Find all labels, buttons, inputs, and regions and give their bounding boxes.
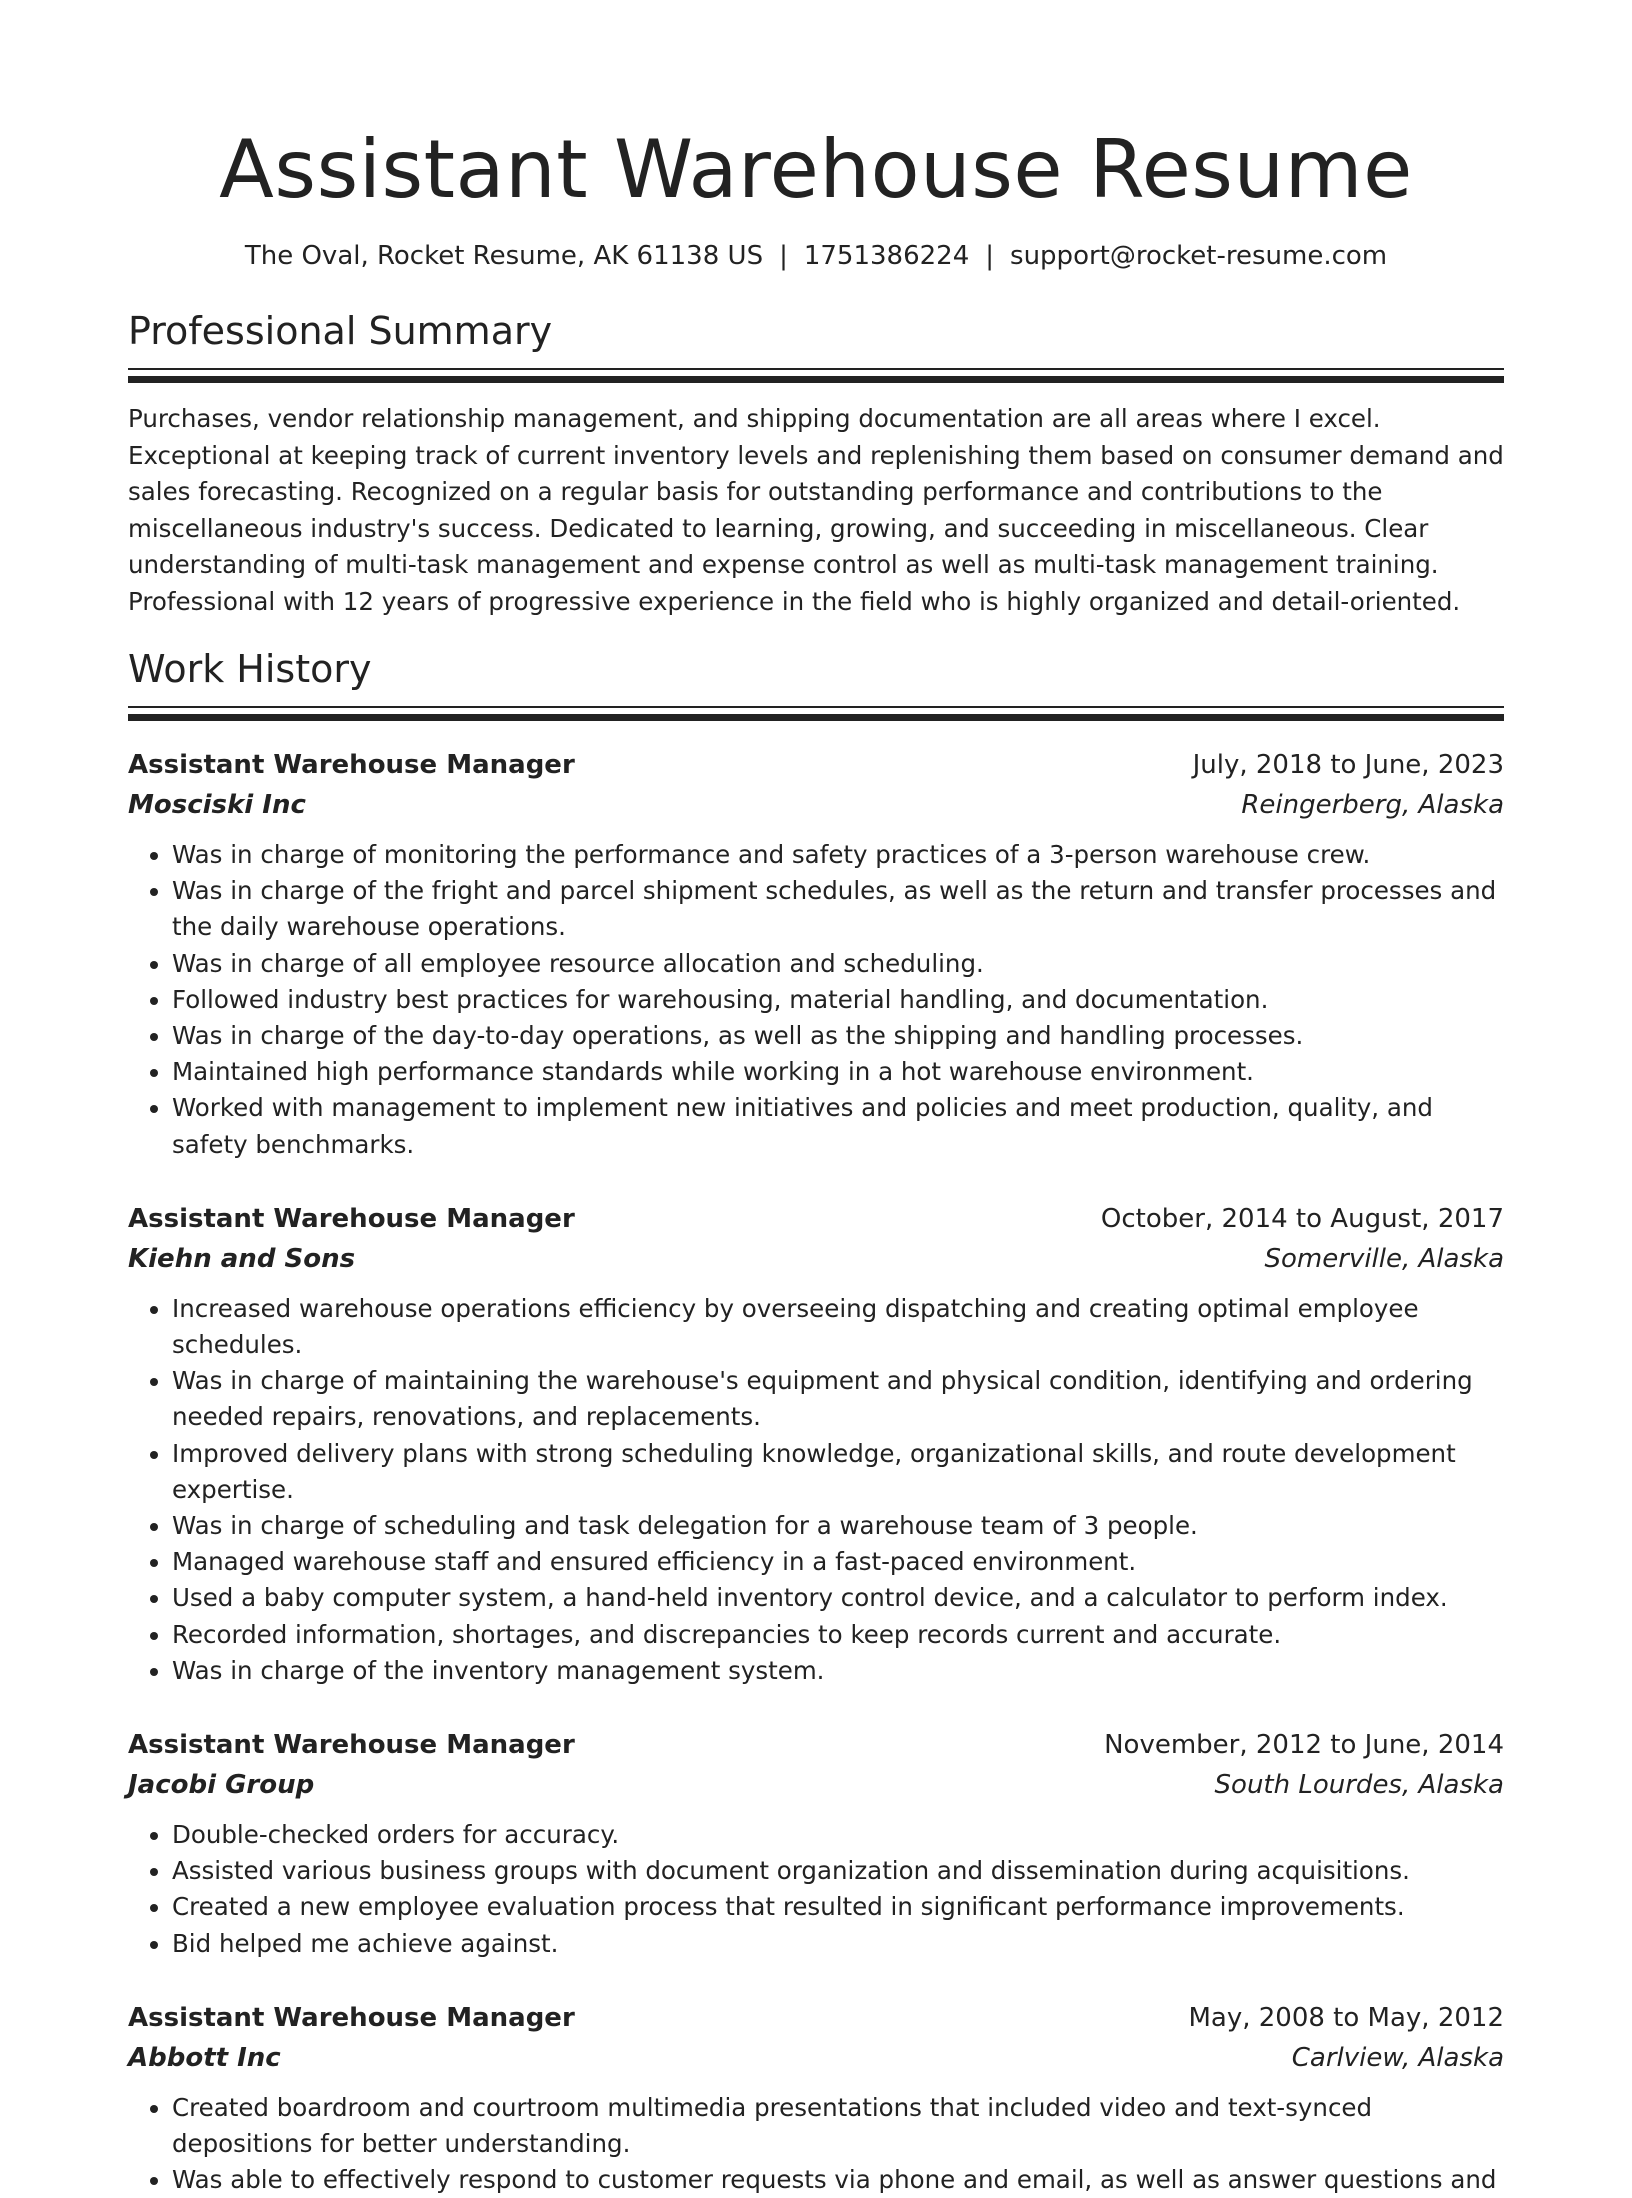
- job-company: Kiehn and Sons: [128, 1243, 356, 1274]
- job-bullet: • Bid helped me achieve against.: [172, 1926, 1504, 1962]
- contact-address: The Oval, Rocket Resume, AK 61138 US: [244, 241, 764, 271]
- job-bullet: • Was in charge of the inventory management system.: [172, 1653, 1504, 1689]
- job-location: Carlview, Alaska: [1291, 2042, 1504, 2073]
- contact-line: [128, 238, 1504, 274]
- job-bullet: • Assisted various business groups with document organization and dissemination during acquisitions.: [172, 1853, 1504, 1889]
- job-dates: November, 2012 to June, 2014: [1104, 1730, 1504, 1761]
- contact-separator: |: [985, 241, 995, 271]
- job-company-row: [128, 2038, 1504, 2078]
- job-company-row: [128, 1765, 1504, 1805]
- job-bullet: • Was in charge of scheduling and task delegation for a warehouse team of 3 people.: [172, 1508, 1504, 1544]
- job-dates: July, 2018 to June, 2023: [1192, 750, 1504, 780]
- job-bullet-list: [128, 1291, 1504, 1689]
- job-bullet: • Recorded information, shortages, and discrepancies to keep records current and accurate.: [172, 1617, 1504, 1653]
- job-title: Assistant Warehouse Manager: [128, 1203, 575, 1234]
- job-bullet-list: [128, 1817, 1504, 1962]
- job-bullet: • Used a baby computer system, a hand-held inventory control device, and a calculator to perform index.: [172, 1580, 1504, 1616]
- job-dates: May, 2008 to May, 2012: [1188, 2002, 1504, 2033]
- job-entry: [128, 745, 1504, 1163]
- section-divider: [128, 706, 1504, 721]
- section-divider: [128, 368, 1504, 383]
- job-bullet: • Improved delivery plans with strong scheduling knowledge, organizational skills, and route development expertise.: [172, 1436, 1504, 1508]
- job-bullet: • Was in charge of all employee resource allocation and scheduling.: [172, 946, 1504, 982]
- job-bullet: • Increased warehouse operations efficiency by overseeing dispatching and creating optimal employee schedules.: [172, 1291, 1504, 1363]
- job-location: Somerville, Alaska: [1264, 1243, 1504, 1274]
- job-bullet: • Created a new employee evaluation process that resulted in significant performance improvements.: [172, 1889, 1504, 1925]
- job-bullet: • Worked with management to implement new initiatives and policies and meet production, quality, and safety benchmarks.: [172, 1090, 1504, 1162]
- job-location: South Lourdes, Alaska: [1214, 1770, 1504, 1801]
- job-title: Assistant Warehouse Manager: [128, 750, 575, 780]
- job-header-row: [128, 1199, 1504, 1239]
- job-bullet: • Was in charge of monitoring the performance and safety practices of a 3-person warehouse crew.: [172, 837, 1504, 873]
- job-company: Abbott Inc: [128, 2042, 281, 2073]
- contact-phone: 1751386224: [803, 241, 970, 271]
- summary-text: Purchases, vendor relationship management, and shipping documentation are all areas where I excel. Exceptional at keeping track of current inventory levels and replenishing them based on consumer demand and sales forecasting. Recognized on a regular basis for outstanding performance and contributions to the miscellaneous industry's success. Dedicated to learning, growing, and succeeding in miscellaneous. Clear understanding of multi-task management and expense control as well as multi-task management training. Professional with 12 years of progressive experience in the field who is highly organized and detail-oriented.: [128, 404, 1504, 616]
- job-entry: [128, 1199, 1504, 1689]
- section-title-work-history: Work History: [128, 647, 372, 691]
- job-location: Reingerberg, Alaska: [1241, 790, 1504, 820]
- job-bullet: • Maintained high performance standards while working in a hot warehouse environment.: [172, 1054, 1504, 1090]
- job-bullet: • Was able to effectively respond to customer requests via phone and email, as well as answer questions and: [172, 2162, 1504, 2198]
- job-company: Jacobi Group: [128, 1770, 315, 1801]
- job-bullet: • Managed warehouse staff and ensured efficiency in a fast-paced environment.: [172, 1544, 1504, 1580]
- job-header-row: [128, 745, 1504, 785]
- section-title-summary: Professional Summary: [128, 309, 553, 353]
- job-company-row: [128, 1239, 1504, 1279]
- resume-title: Assistant Warehouse Resume: [219, 123, 1413, 216]
- job-bullet: • Was in charge of maintaining the warehouse's equipment and physical condition, identifying and ordering needed repairs, renovations, and replacements.: [172, 1363, 1504, 1435]
- job-title: Assistant Warehouse Manager: [128, 2002, 575, 2033]
- job-company-row: [128, 785, 1504, 825]
- job-header-row: [128, 1998, 1504, 2038]
- job-bullet-list: [128, 837, 1504, 1163]
- contact-email: support@rocket-resume.com: [1010, 241, 1388, 271]
- job-company: Mosciski Inc: [128, 790, 306, 820]
- resume-page: [128, 0, 1504, 2198]
- job-bullet: • Followed industry best practices for warehousing, material handling, and documentation.: [172, 982, 1504, 1018]
- job-bullet: • Was in charge of the day-to-day operations, as well as the shipping and handling processes.: [172, 1018, 1504, 1054]
- job-header-row: [128, 1725, 1504, 1765]
- job-bullet: • Created boardroom and courtroom multimedia presentations that included video and text-synced depositions for better understanding.: [172, 2090, 1504, 2162]
- job-entry: [128, 1998, 1504, 2198]
- job-title: Assistant Warehouse Manager: [128, 1730, 575, 1761]
- job-bullet-list: [128, 2090, 1504, 2198]
- job-bullet: • Was in charge of the fright and parcel shipment schedules, as well as the return and transfer processes and the daily warehouse operations.: [172, 873, 1504, 945]
- contact-separator: |: [779, 241, 788, 271]
- job-bullet: • Double-checked orders for accuracy.: [172, 1817, 1504, 1853]
- job-dates: October, 2014 to August, 2017: [1100, 1203, 1504, 1234]
- job-entry: [128, 1725, 1504, 1962]
